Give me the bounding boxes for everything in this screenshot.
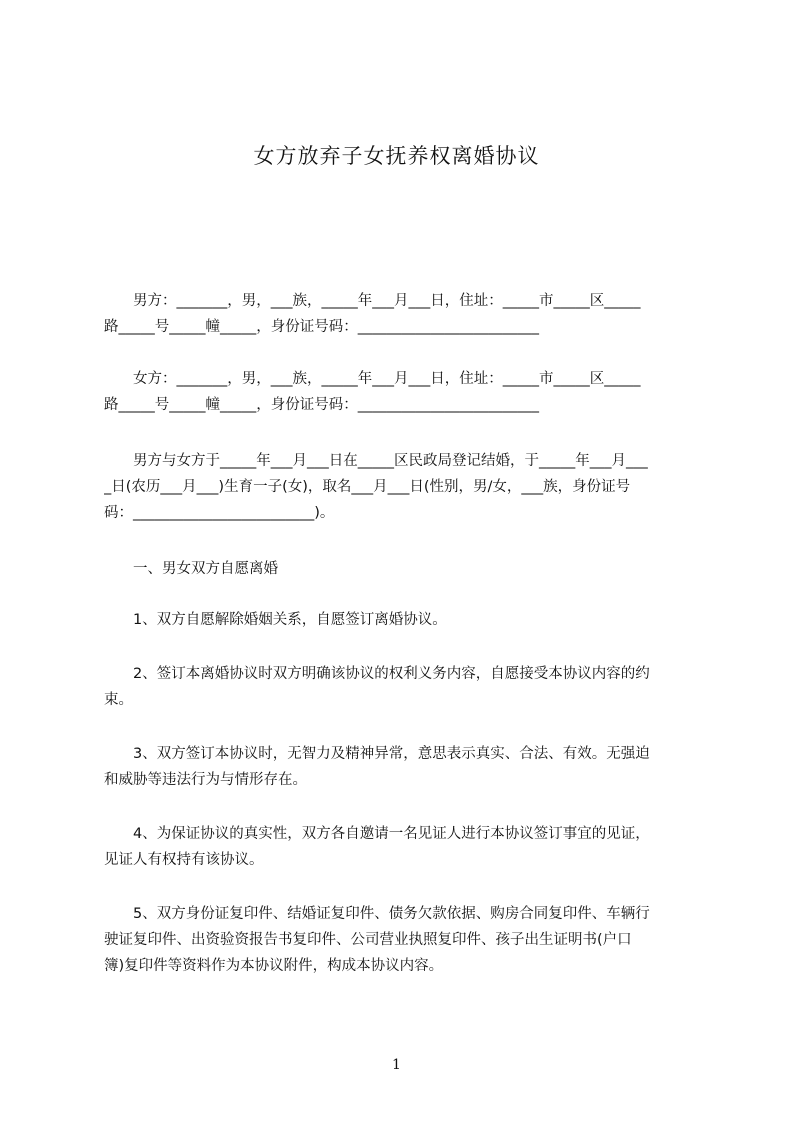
clause-4-paragraph: [104, 821, 704, 873]
clause-2-paragraph: [104, 661, 704, 713]
paragraph-line: 簿)复印件等资料作为本协议附件，构成本协议内容。: [104, 958, 444, 974]
paragraph-line: 4、为保证协议的真实性，双方各自邀请一名见证人进行本协议签订事宜的见证，: [104, 826, 650, 842]
paragraph-line: 驶证复印件、出资验资报告书复印件、公司营业执照复印件、孩子出生证明书(户口: [104, 932, 632, 948]
paragraph-line: 男方：_______，男，___族，_____年___月___日，住址：_____市_____区_____: [104, 293, 641, 309]
paragraph-line: 和威胁等违法行为与情形存在。: [104, 772, 307, 788]
paragraph-line: 女方：_______，男，___族，_____年___月___日，住址：_____市_____区_____: [104, 371, 641, 387]
paragraph-line: 3、双方签订本协议时，无智力及精神异常，意思表示真实、合法、有效。无强迫: [104, 746, 650, 762]
clause-1-paragraph: [104, 607, 704, 633]
paragraph-line: 5、双方身份证复印件、结婚证复印件、债务欠款依据、购房合同复印件、车辆行: [104, 906, 650, 922]
paragraph-line: _日(农历___月___)生育一子(女)，取名___月___日(性别，男/女，___族，身份证号: [104, 479, 631, 495]
paragraph-line: 2、签订本离婚协议时双方明确该协议的权利义务内容，自愿接受本协议内容的约: [104, 666, 650, 682]
heading-line: 一、男女双方自愿离婚: [104, 561, 278, 577]
marriage-info-paragraph: [104, 448, 704, 526]
paragraph-line: 见证人有权持有该协议。: [104, 852, 264, 868]
paragraph-line: 路_____号_____幢_____，身份证号码：_________________________: [104, 397, 539, 413]
female-party-paragraph: [104, 366, 704, 418]
clause-5-paragraph: [104, 901, 704, 979]
document-title: 女方放弃子女抚养权离婚协议: [253, 144, 540, 168]
clause-3-paragraph: [104, 741, 704, 793]
male-party-paragraph: [104, 288, 704, 340]
paragraph-line: 男方与女方于_____年___月___日在_____区民政局登记结婚，于_____年___月___: [104, 453, 648, 469]
section-one-heading: [104, 556, 704, 582]
paragraph-line: 路_____号_____幢_____，身份证号码：_________________________: [104, 319, 539, 335]
paragraph-line: 1、双方自愿解除婚姻关系，自愿签订离婚协议。: [104, 612, 447, 628]
paragraph-line: 码：_________________________)。: [104, 505, 335, 521]
paragraph-line: 束。: [104, 692, 133, 708]
page-number: 1: [392, 1057, 401, 1073]
